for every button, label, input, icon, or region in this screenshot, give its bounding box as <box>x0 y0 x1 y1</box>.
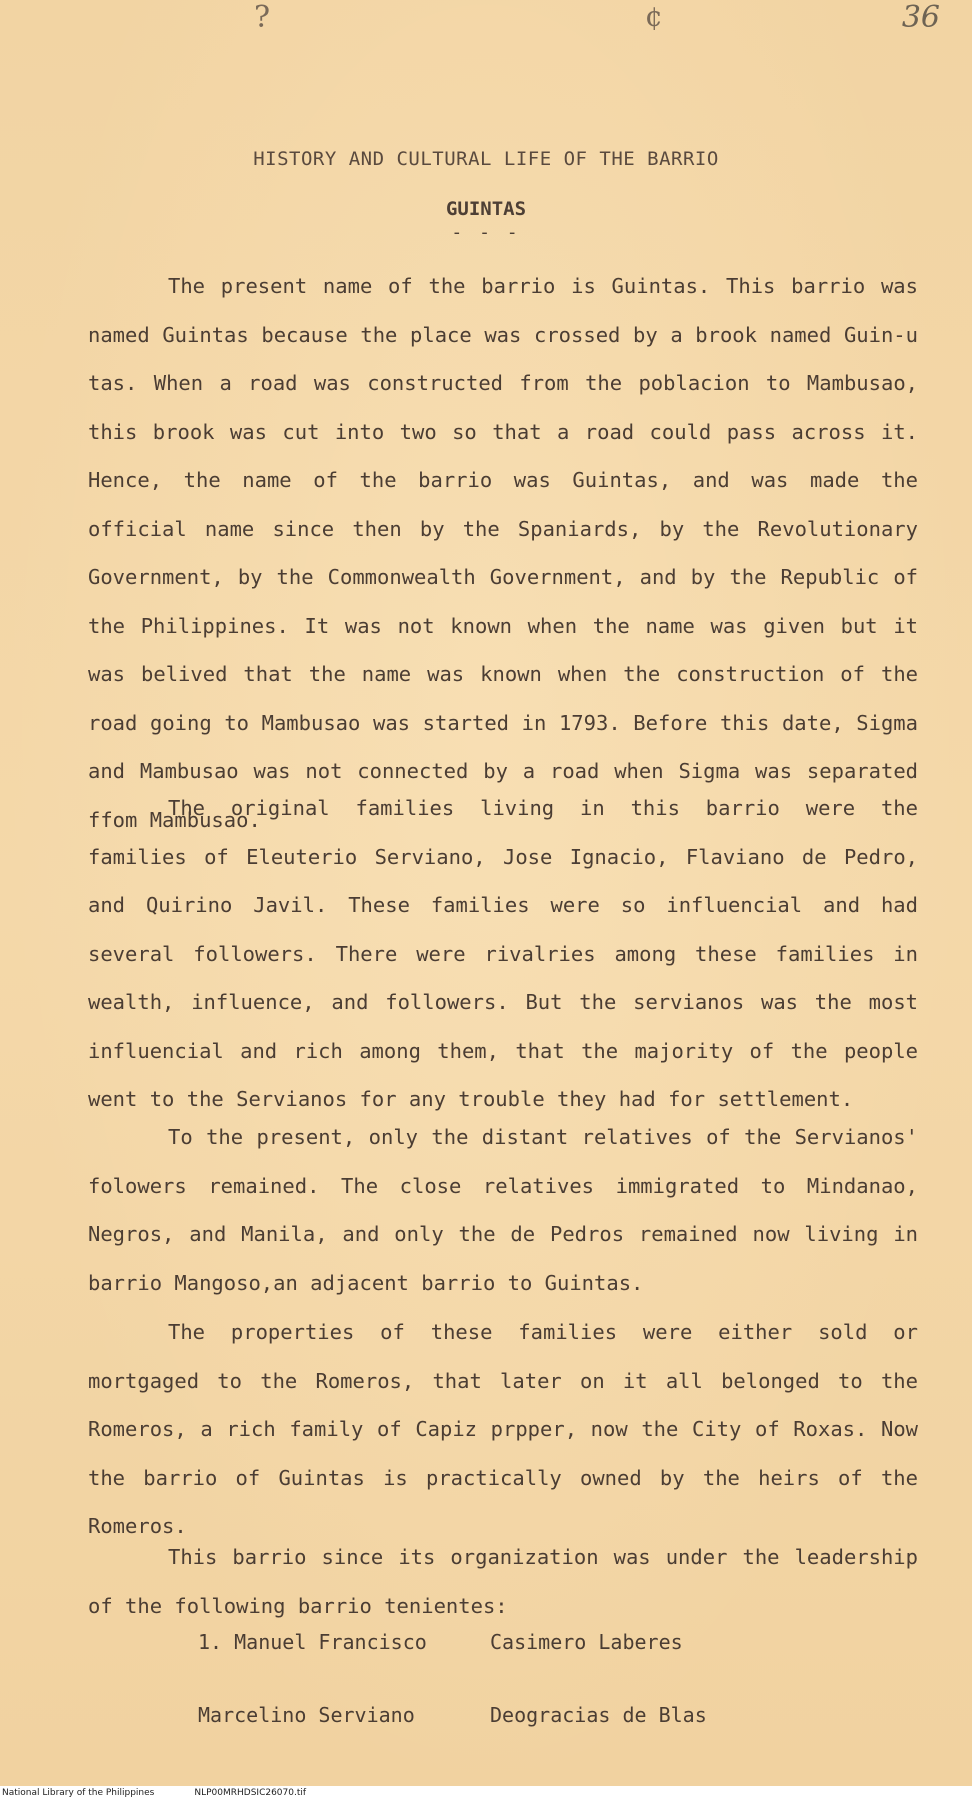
footer-library: National Library of the Philippines <box>2 1788 155 1798</box>
paragraph-block <box>88 784 918 1124</box>
teniente-name: Marcelino Serviano <box>198 1703 415 1727</box>
teniente-name: Casimero Laberes <box>490 1630 683 1654</box>
paragraph-block <box>88 1308 918 1551</box>
paragraph: The present name of the barrio is Guintas. This barrio was named Guintas because the place was crossed by a brook named Guin-u tas. When a road was constructed from the poblacion to Mambusao, this brook was cut into two so that a road could pass across it. Hence, the name of the barrio was Guintas, and was made the official name since then by the Spaniards, by the Revolutionary Government, by the Commonwealth Government, and by the Republic of the Philippines. It was not known when the name was given but it was belived that the name was known when the construction of the road going to Mambusao was started in 1793. Before this date, Sigma and Mambusao was not connected by a road when Sigma was separated ffom Mambusao. <box>88 274 918 832</box>
page-number: 36 <box>901 0 940 35</box>
tenientes-list-row <box>198 1703 707 1727</box>
tenientes-list-row <box>198 1630 683 1654</box>
scan-mark: ? <box>254 0 271 35</box>
teniente-name: 1. Manuel Francisco <box>198 1630 427 1654</box>
paragraph: The original families living in this barrio were the families of Eleuterio Serviano, Jose Ignacio, Flaviano de Pedro, and Quirino Javil. These families were so influencial and had several followers. There were rivalries among these families in wealth, influence, and followers. But the servianos was the most influencial and rich among them, that the majority of the people went to the Servianos for any trouble they had for settlement. <box>88 796 918 1111</box>
scan-mark: ¢ <box>645 0 663 33</box>
paragraph: The properties of these families were either sold or mortgaged to the Romeros, that later on it all belonged to the Romeros, a rich family of Capiz prpper, now the City of Roxas. Now the barrio of Guintas is practically owned by the heirs of the Romeros. <box>88 1320 918 1538</box>
paragraph: This barrio since its organization was under the leadership of the following barrio tenientes: <box>88 1545 918 1618</box>
teniente-name: Deogracias de Blas <box>490 1703 707 1727</box>
document-title: HISTORY AND CULTURAL LIFE OF THE BARRIO <box>253 148 719 170</box>
paragraph-block <box>88 1113 918 1307</box>
scan-footer <box>0 1786 972 1800</box>
paragraph: To the present, only the distant relatives of the Servianos' folowers remained. The close relatives immigrated to Mindanao, Negros, and Manila, and only the de Pedros remained now living in barrio Mangoso,an adjacent barrio to Guintas. <box>88 1125 918 1295</box>
paragraph-block <box>88 262 918 844</box>
title-separator: - - - <box>451 222 521 243</box>
paragraph-block <box>88 1533 918 1630</box>
footer-filename: NLP00MRHDSIC26070.tif <box>194 1788 307 1798</box>
document-subtitle: GUINTAS <box>445 198 527 220</box>
